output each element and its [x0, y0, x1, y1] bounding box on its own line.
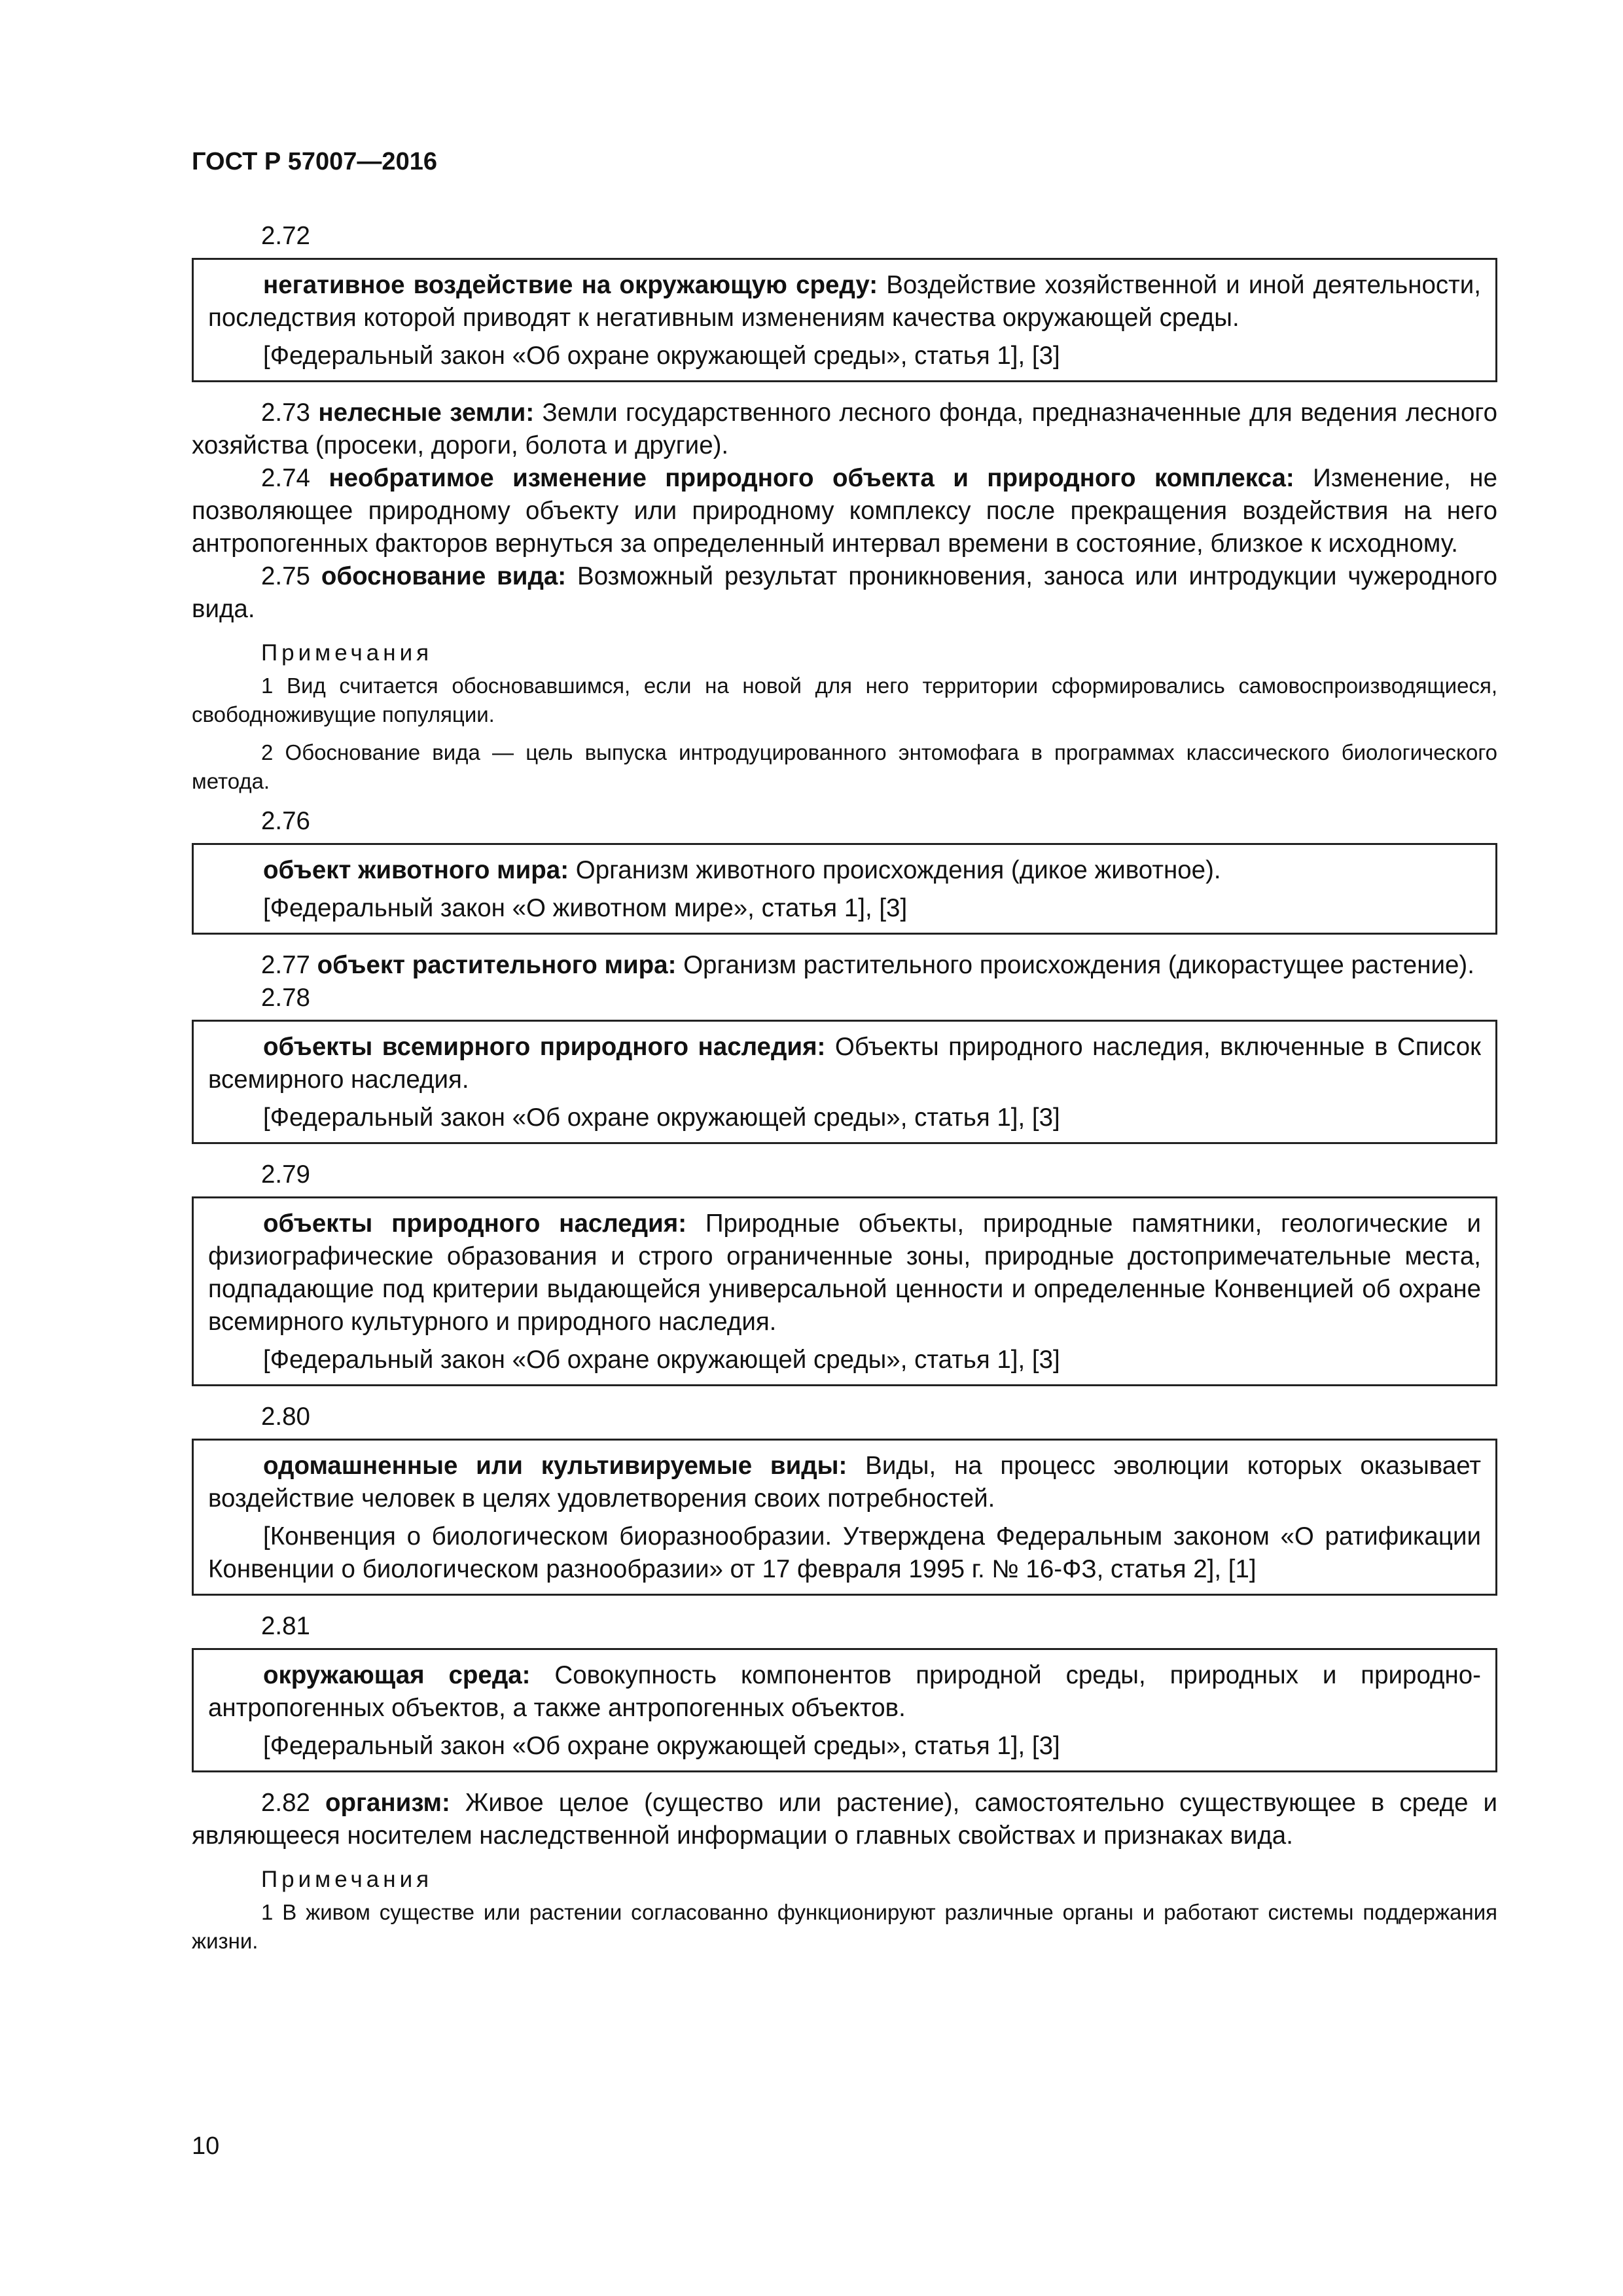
- definition: Организм растительного происхождения (дикорастущее растение).: [676, 951, 1474, 979]
- source-reference: [Федеральный закон «О животном мире», статья 1], [3]: [263, 894, 908, 922]
- entry-number: 2.78: [261, 984, 310, 1012]
- entry: [192, 1787, 1497, 1852]
- source-reference: [Федеральный закон «Об охране окружающей среды», статья 1], [3]: [263, 1732, 1060, 1760]
- definition-box: [192, 1439, 1497, 1596]
- definition-text: [208, 1208, 1481, 1338]
- source-reference: [Федеральный закон «Об охране окружающей среды», статья 1], [3]: [263, 342, 1060, 370]
- entry-number: 2.82: [261, 1789, 310, 1817]
- term: нелесные земли:: [318, 399, 535, 427]
- definition-box: [192, 258, 1497, 382]
- entry-number: 2.73: [261, 399, 310, 427]
- definition-box: [192, 843, 1497, 935]
- page-number: 10: [192, 2132, 220, 2160]
- term: объекты природного наследия:: [263, 1210, 687, 1238]
- note: 1 В живом существе или растении согласованно функционируют различные органы и работают системы поддержания жизни.: [192, 1900, 1497, 1953]
- definition: Земли государственного лесного фонда, предназначенные для ведения лесного хозяйства (просеки, дороги, болота и другие).: [192, 399, 1497, 459]
- definition-box: [192, 1648, 1497, 1772]
- entry-number: 2.72: [261, 222, 310, 250]
- source-reference: [Конвенция о биологическом биоразнообразии. Утверждена Федеральным законом «О ратификации Конвенции о биологическом разнообразии» от 17 февраля 1995 г. № 16-ФЗ, статья 2], [1]: [208, 1522, 1481, 1583]
- definition: Изменение, не позволяющее природному объекту или природному комплексу после прекращения воздействия на него антропогенных факторов вернуться за определенный интервал времени в состояние, близкое к исходному.: [192, 464, 1497, 558]
- definition-box: [192, 1196, 1497, 1386]
- term: объекты всемирного природного наследия:: [263, 1033, 826, 1061]
- definition-box: [192, 1020, 1497, 1144]
- definition: Воздействие хозяйственной и иной деятельности, последствия которой приводят к негативным изменениям качества окружающей среды.: [208, 271, 1481, 332]
- entry-number: 2.74: [261, 464, 310, 492]
- notes-title: Примечания: [261, 640, 433, 666]
- entry: [192, 462, 1497, 560]
- entry: [192, 397, 1497, 462]
- document-header: ГОСТ Р 57007—2016: [192, 148, 437, 175]
- definition-text: [208, 1450, 1481, 1515]
- entry: [192, 560, 1497, 626]
- source-reference: [Федеральный закон «Об охране окружающей среды», статья 1], [3]: [263, 1346, 1060, 1374]
- definition: Совокупность компонентов природной среды, природных и природно-антропогенных объектов, а также антропогенных объектов.: [208, 1661, 1481, 1722]
- note: 2 Обоснование вида — цель выпуска интродуцированного энтомофага в программах классического биологического метода.: [192, 740, 1497, 793]
- definition: Организм животного происхождения (дикое животное).: [569, 856, 1221, 884]
- entry: [192, 949, 1497, 982]
- entry-number: 2.81: [261, 1612, 310, 1640]
- term: организм:: [325, 1789, 450, 1817]
- term: одомашненные или культивируемые виды:: [263, 1452, 847, 1480]
- note: 1 Вид считается обосновавшимся, если на новой для него территории сформировались самовоспроизводящиеся, свободноживущие популяции.: [192, 673, 1497, 726]
- term: обоснование вида:: [321, 562, 567, 590]
- notes-title: Примечания: [261, 1867, 433, 1892]
- term: объект животного мира:: [263, 856, 569, 884]
- entry-number: 2.79: [261, 1160, 310, 1189]
- definition-text: [208, 269, 1481, 334]
- term: необратимое изменение природного объекта и природного комплекса:: [329, 464, 1294, 492]
- entry-number: 2.75: [261, 562, 310, 590]
- entry-number: 2.77: [261, 951, 310, 979]
- definition: Виды, на процесс эволюции которых оказывает воздействие человек в целях удовлетворения своих потребностей.: [208, 1452, 1481, 1513]
- term: окружающая среда:: [263, 1661, 531, 1689]
- definition-text: [208, 1659, 1481, 1725]
- definition: Живое целое (существо или растение), самостоятельно существующее в среде и являющееся носителем наследственной информации о главных свойствах и признаках вида.: [192, 1789, 1497, 1850]
- source-reference: [Федеральный закон «Об охране окружающей среды», статья 1], [3]: [263, 1103, 1060, 1132]
- definition-text: [208, 854, 1481, 887]
- definition: Возможный результат проникновения, заноса или интродукции чужеродного вида.: [192, 562, 1497, 623]
- term: объект растительного мира:: [317, 951, 677, 979]
- entry-number: 2.80: [261, 1403, 310, 1431]
- definition-text: [208, 1031, 1481, 1096]
- entry-number: 2.76: [261, 807, 310, 835]
- definition: Объекты природного наследия, включенные в Список всемирного наследия.: [208, 1033, 1481, 1094]
- document-body: [192, 220, 1497, 1965]
- definition: Природные объекты, природные памятники, геологические и физиографические образования и строго ограниченные зоны, природные достопримечательные места, подпадающие под критерии выдающейся универсальной ценности и определенные Конвенцией об охране всемирного культурного и природного наследия.: [208, 1210, 1481, 1336]
- term: негативное воздействие на окружающую среду:: [263, 271, 878, 299]
